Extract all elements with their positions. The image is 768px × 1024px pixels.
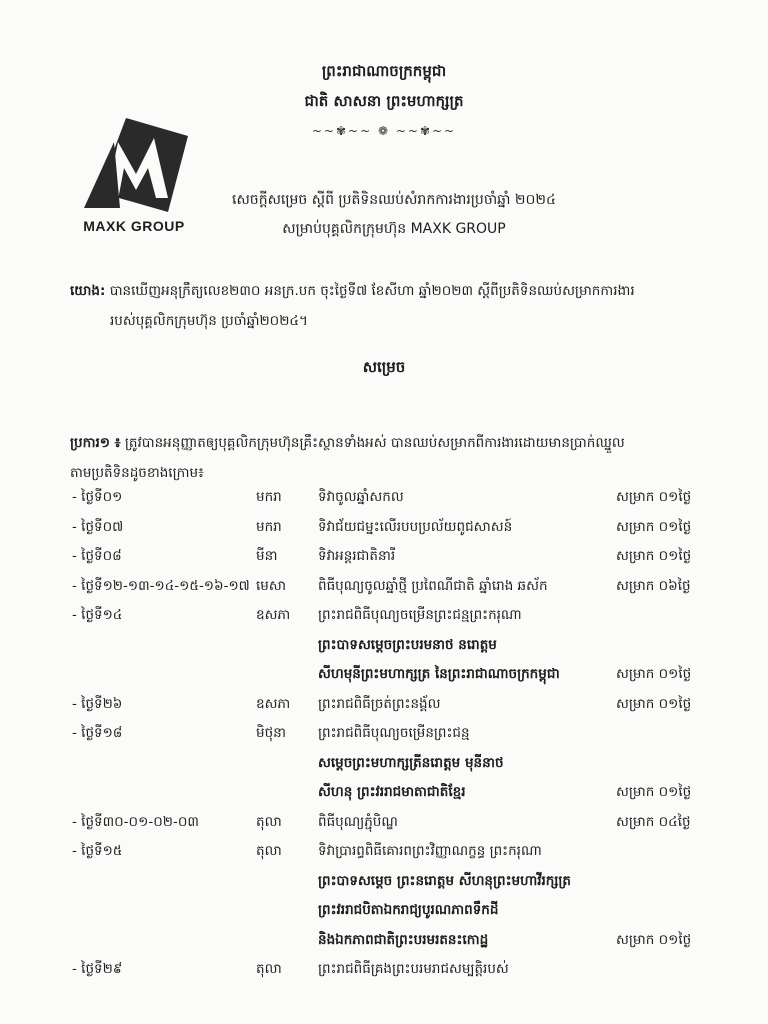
schedule-desc-3-1: ទិវាអន្តរជាតិនារី <box>318 548 396 564</box>
decision-heading: សម្រេច <box>362 358 406 376</box>
schedule-desc-8-1: ពិធីបុណ្យភ្ជុំបិណ្ឌ <box>318 813 398 830</box>
schedule-desc-5-1: ព្រះរាជពិធីបុណ្យចម្រើនព្រះជន្មព្រះករុណា <box>318 607 522 623</box>
motto-heading: ជាតិ សាសនា ព្រះមហាក្សត្រ <box>304 92 464 110</box>
schedule-leave-7: សម្រាក ០១ថ្ងៃ <box>616 784 692 800</box>
article-1 <box>70 428 710 488</box>
schedule-desc-9-3: ព្រះវររាជបិតាឯករាជ្យបូរណភាពទឹកដី <box>318 902 499 918</box>
schedule-leave-9: សម្រាក ០១ថ្ងៃ <box>616 931 692 948</box>
schedule-desc-1-1: ទិវាចូលឆ្នាំសកល <box>318 489 404 505</box>
schedule-desc-9-1: ទិវាប្រារព្ធពិធីគោរពព្រះវិញ្ញាណក្ខន្ធ ព្រះករុណា <box>318 843 542 859</box>
schedule-day-10: - ថ្ងៃទី២៩ <box>72 961 123 977</box>
schedule-month-3: មីនា <box>256 548 278 564</box>
reference-label: យោង: <box>70 283 106 299</box>
decision-subtitle: សម្រាប់បុគ្គលិកក្រុមហ៊ុន MAXK GROUP <box>282 221 506 237</box>
schedule-day-2: - ថ្ងៃទី០៧ <box>72 518 124 535</box>
schedule-leave-3: សម្រាក ០១ថ្ងៃ <box>616 548 692 564</box>
schedule-desc-7-2: សម្តេចព្រះមហាក្សត្រីនរោត្តម មុនីនាថ <box>318 754 504 771</box>
schedule-leave-4: សម្រាក ០៦ថ្ងៃ <box>616 577 691 594</box>
article-1-label: ប្រការ១ ៖ <box>70 435 121 451</box>
schedule-desc-2-1: ទិវាជ័យជម្នះលើរបបប្រល័យពូជសាសន៍ <box>318 518 513 535</box>
schedule-desc-7-1: ព្រះរាជពិធីបុណ្យចម្រើនព្រះជន្ម <box>318 725 470 741</box>
schedule-month-1: មករា <box>256 489 282 505</box>
schedule-leave-5: សម្រាក ០១ថ្ងៃ <box>616 666 692 682</box>
schedule-month-10: តុលា <box>256 961 282 977</box>
schedule-desc-9-2: ព្រះបាទសម្តេច ព្រះនរោត្តម សីហនុព្រះមហាវីរក្សត្រ <box>318 872 571 889</box>
article-1-text-line2: តាមប្រតិទិនដូចខាងក្រោម៖ <box>70 465 204 481</box>
schedule-month-7: មិថុនា <box>256 725 286 741</box>
maxk-logo <box>76 112 196 234</box>
article-1-text-line1: ត្រូវបានអនុញ្ញាតឲ្យបុគ្គលិកក្រុមហ៊ុនគ្រឹះស្ថានទាំងអស់ បានឈប់សម្រាកពីការងារដោយមានប្រាក់ឈ្នួល <box>120 435 625 451</box>
schedule-leave-1: សម្រាក ០១ថ្ងៃ <box>616 489 692 505</box>
kingdom-heading: ព្រះរាជាណាចក្រកម្ពុជា <box>321 62 447 80</box>
decision-title: សេចក្តីសម្រេច ស្តីពី ប្រតិទិនឈប់សំរាកការងារប្រចាំឆ្នាំ ២០២៤ <box>232 192 556 208</box>
schedule-day-8: - ថ្ងៃទី៣០-០១-០២-០៣ <box>72 813 199 830</box>
schedule-desc-6-1: ព្រះរាជពិធីច្រត់ព្រះនង្គ័ល <box>318 695 441 712</box>
schedule-day-5: - ថ្ងៃទី១៤ <box>72 607 123 623</box>
logo-text: MAXK GROUP <box>83 218 185 234</box>
schedule-day-6: - ថ្ងៃទី២៦ <box>72 695 123 712</box>
schedule-day-4: - ថ្ងៃទី១២-១៣-១៤-១៥-១៦-១៧ <box>72 577 250 594</box>
schedule-month-8: តុលា <box>256 813 282 830</box>
schedule-leave-2: សម្រាក ០១ថ្ងៃ <box>616 518 692 535</box>
schedule-month-9: តុលា <box>256 843 282 859</box>
schedule-desc-9-4: និងឯកភាពជាតិព្រះបរមរតនះកោដ្ឋ <box>318 931 489 948</box>
schedule-day-7: - ថ្ងៃទី១៨ <box>72 725 123 741</box>
schedule-month-4: មេសា <box>256 577 286 594</box>
schedule-day-9: - ថ្ងៃទី១៥ <box>72 843 123 859</box>
schedule-leave-6: សម្រាក ០១ថ្ងៃ <box>616 695 692 712</box>
ornament-divider: ~~✾~~ ❁ ~~✾~~ <box>311 124 457 138</box>
schedule-desc-7-3: សីហនុ ព្រះវររាជមាតាជាតិខ្មែរ <box>318 784 466 800</box>
schedule-desc-5-2: ព្រះបាទសម្តេចព្រះបរមនាថ នរោត្តម <box>318 636 497 653</box>
schedule-leave-8: សម្រាក ០៤ថ្ងៃ <box>616 813 691 830</box>
schedule-month-2: មករា <box>256 518 282 535</box>
schedule-day-3: - ថ្ងៃទី០៨ <box>72 548 122 564</box>
reference-text-line2: របស់បុគ្គលិកក្រុមហ៊ុន ប្រចាំឆ្នាំ២០២៤។ <box>110 313 308 329</box>
schedule-month-5: ឧសភា <box>256 607 291 623</box>
schedule-month-6: ឧសភា <box>256 695 291 712</box>
schedule-day-1: - ថ្ងៃទី០១ <box>72 489 123 505</box>
reference-text-line1: បានឃើញអនុក្រឹត្យលេខ២៣០ អនក្រ.បក ចុះថ្ងៃទី៧ ខែសីហា ឆ្នាំ២០២៣ ស្តីពីប្រតិទិនឈប់សម្រាកការងារ <box>105 283 635 299</box>
schedule-desc-4-1: ពិធីបុណ្យចូលឆ្នាំថ្មី ប្រពៃណីជាតិ ឆ្នាំរោង ឆស័ក <box>318 577 548 594</box>
schedule-desc-10-1: ព្រះរាជពិធីគ្រងព្រះបរមរាជសម្បត្តិរបស់ <box>318 961 509 977</box>
schedule-desc-5-3: សីហមុនីព្រះមហាក្សត្រ នៃព្រះរាជាណាចក្រកម្ពុជា <box>318 666 560 682</box>
reference-paragraph <box>70 276 710 336</box>
